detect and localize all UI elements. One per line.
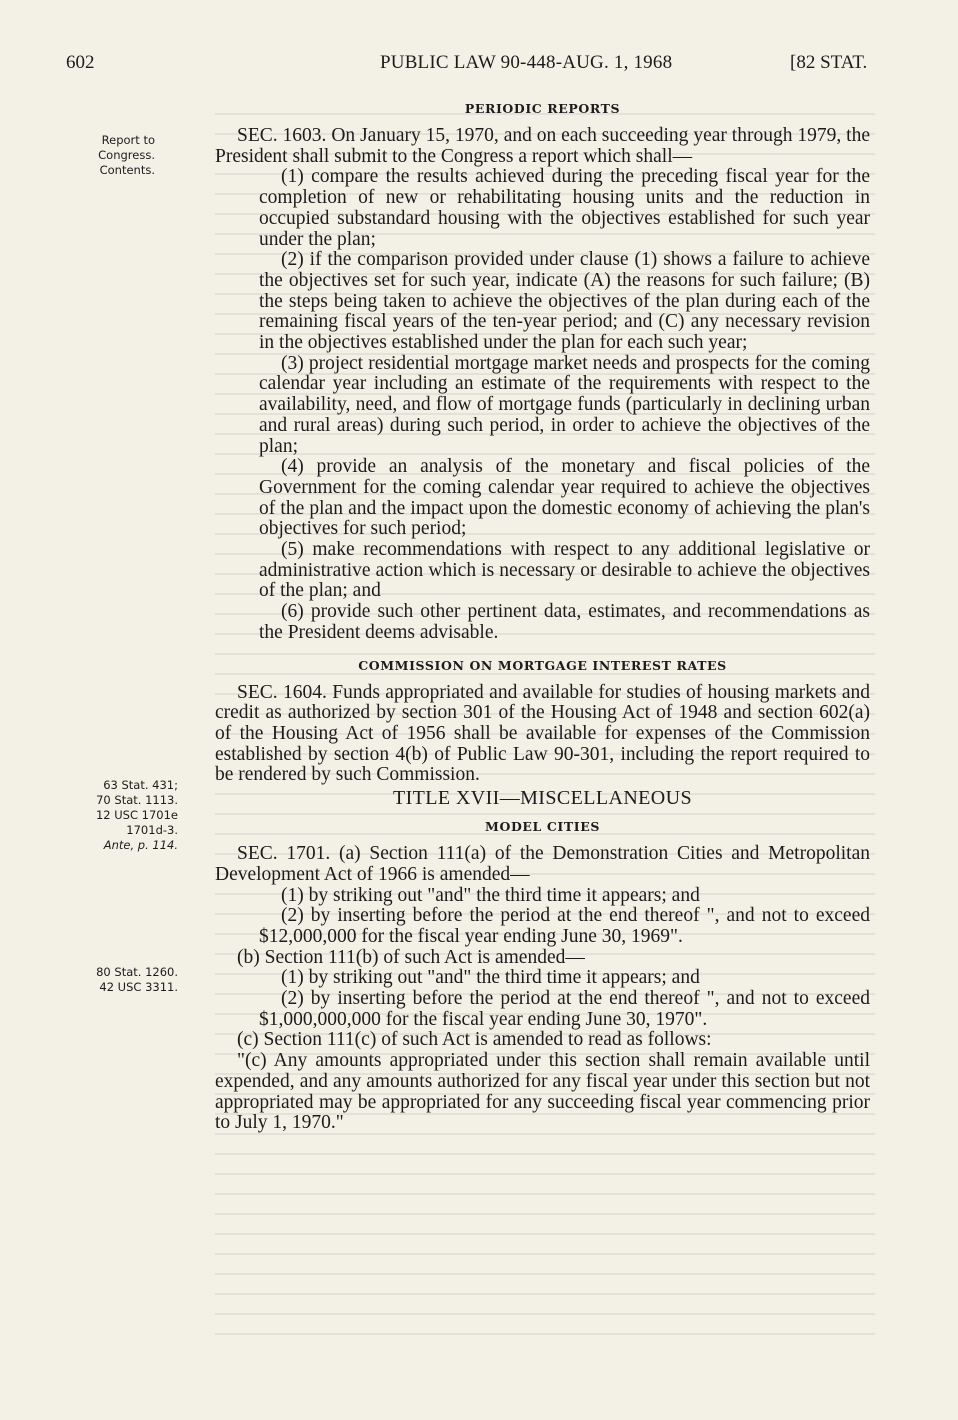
margin-line: 63 Stat. 431; [103,778,178,792]
sec-1701-b-clause: (1) by striking out "and" the third time it appears; and [281,967,700,989]
margin-line: Contents. [99,163,155,177]
sec-1603-intro: SEC. 1603. On January 15, 1970, and on each succeeding year through 1979, the President shall submit to the Congress a report which shall— [215,125,870,167]
sec-1603-clause: (4) provide an analysis of the monetary and fiscal policies of the Government for the coming calendar year required to achieve the objectives of the plan and the impact upon the domestic economy of achieving the plan's objectives for such period; [259,456,870,540]
heading-periodic-reports: PERIODIC REPORTS [464,101,621,116]
margin-line: 70 Stat. 1113. [96,793,178,807]
margin-note-citations-1701 [38,965,178,995]
sec-1604: SEC. 1604. Funds appropriated and available for studies of housing markets and credit as authorized by section 301 of the Housing Act of 1948 and section 602(a) of the Housing Act of 1956 shall be available for expenses of the Commission established by section 4(b) of Public Law 90-301, including the report required to be rendered by such Commission. [215,681,870,786]
sec-1701-a-clause: (2) by inserting before the period at the end thereof ", and not to exceed $12,000,000 for the fiscal year ending June 30, 1969". [259,905,870,947]
margin-line: 1701d-3. [126,823,178,837]
volume-reference: [82 STAT. [790,52,868,73]
sec-1603-clause: (5) make recommendations with respect to any additional legislative or administrative action which is necessary or desirable to achieve the objectives of the plan; and [259,539,870,602]
body-text [215,99,870,1134]
margin-line: Report to [101,133,155,147]
margin-line: 42 USC 3311. [99,980,178,994]
heading-commission: COMMISSION ON MORTGAGE INTEREST RATES [358,657,727,673]
margin-line: Ante, p. 114. [103,838,178,852]
sec-1701-c: (c) Section 111(c) of such Act is amended to read as follows: [237,1029,712,1051]
margin-line: 12 USC 1701e [95,808,178,822]
sec-1603-clause: (1) compare the results achieved during the preceding fiscal year for the completion of new or rehabilitating housing units and the reduction in occupied substandard housing with the objectives established for such year under the plan; [259,166,870,250]
page-number: 602 [66,52,95,73]
sec-1603-clause: (2) if the comparison provided under clause (1) shows a failure to achieve the objectives set for such year, indicate (A) the reasons for such failure; (B) the steps being taken to achieve the objectives of the plan during each of the remaining fiscal years of the ten-year period; and (C) any necessary revision in the objectives established under the plan for each such year; [259,249,870,354]
sec-1701-b-clause: (2) by inserting before the period at the end thereof ", and not to exceed $1,000,000,000 for the fiscal year ending June 30, 1970". [259,988,870,1030]
sec-1701-a-clause: (1) by striking out "and" the third time it appears; and [281,884,700,906]
title-xvii-heading: TITLE XVII—MISCELLANEOUS [392,787,692,810]
margin-line: 80 Stat. 1260. [96,965,178,979]
sec-1603-clause: (6) provide such other pertinent data, estimates, and recommendations as the President deems advisable. [259,601,870,643]
running-title: PUBLIC LAW 90-448-AUG. 1, 1968 [380,52,673,73]
sec-1701-a: SEC. 1701. (a) Section 111(a) of the Demonstration Cities and Metropolitan Development Act of 1966 is amended— [215,843,870,885]
margin-note-citations-1604 [38,778,178,853]
margin-line: Congress. [98,148,155,162]
sec-1603-clause: (3) project residential mortgage market needs and prospects for the coming calendar year including an estimate of the requirements with respect to the availability, need, and flow of mortgage funds (particularly in declining urban and rural areas) during such period, in order to achieve the objectives of the plan; [259,352,870,457]
heading-model-cities: MODEL CITIES [485,819,600,835]
sec-1701-b: (b) Section 111(b) of such Act is amended— [237,946,585,968]
margin-note-report [15,133,155,178]
sec-1701-c-quote: "(c) Any amounts appropriated under this section shall remain available until expended, and any amounts authorized for any fiscal year under this section but not appropriated may be appropriated for any succeeding fiscal year commencing prior to July 1, 1970." [215,1050,870,1134]
